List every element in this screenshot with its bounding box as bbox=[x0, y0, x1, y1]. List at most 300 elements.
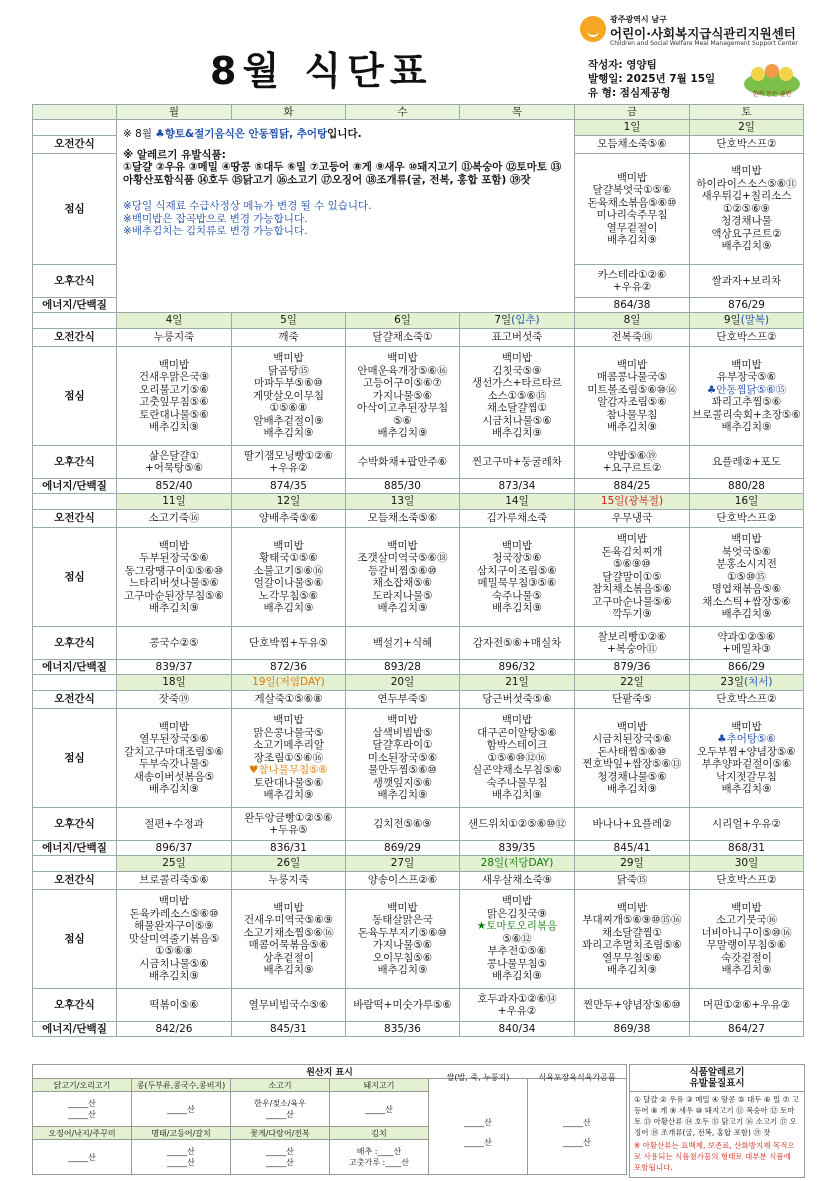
am-snack-cell: 달걀채소죽① bbox=[346, 329, 460, 347]
date-row bbox=[33, 675, 804, 691]
pm-snack-cell bbox=[460, 627, 575, 660]
date-row bbox=[33, 494, 804, 510]
label-energy: 에너지/단백질 bbox=[33, 841, 117, 856]
menu-item: 부추양파겉절이⑤⑥ bbox=[701, 758, 792, 770]
menu-item: 하이라이스소스⑤⑥⑪ bbox=[696, 177, 797, 190]
origin-header: 콩(두부류,콩국수,콩비지) bbox=[132, 1079, 231, 1092]
menu-item: 고구마순된장무침⑤⑥ bbox=[124, 589, 224, 602]
menu-item: 참나물무침 bbox=[606, 408, 658, 421]
date-cell bbox=[117, 856, 232, 872]
menu-item: 백미밥 bbox=[501, 539, 533, 552]
menu-item: 배추김치⑨ bbox=[263, 427, 314, 440]
menu-item: 안매운육개장⑤⑥⑯ bbox=[357, 364, 448, 377]
menu-item: 열무겉절이 bbox=[606, 221, 658, 234]
date-text: 11일 bbox=[162, 495, 186, 508]
date-text: 21일 bbox=[505, 676, 529, 689]
menu-item: 청경채나물⑤⑥ bbox=[597, 770, 667, 783]
date-text: 4일 bbox=[165, 314, 183, 327]
menu-item: 고춧잎무침⑤⑥ bbox=[139, 396, 209, 408]
date-cell bbox=[232, 313, 346, 329]
menu-item: 도라지나물⑤ bbox=[372, 589, 433, 602]
menu-item: 느타리버섯나물⑤⑥ bbox=[129, 577, 219, 589]
menu-item: 백미밥 bbox=[501, 714, 533, 727]
menu-item: 숙주나물⑤ bbox=[492, 589, 542, 602]
pm-snack-cell bbox=[232, 446, 346, 479]
pm-snack-cell bbox=[346, 446, 460, 479]
menu-item: 배추김치⑨ bbox=[607, 783, 657, 795]
menu-item: 알감자조림⑤⑥ bbox=[597, 396, 667, 408]
lunch-cell bbox=[690, 154, 804, 265]
menu-item: 바람떡+미숫가루⑤⑥ bbox=[353, 998, 452, 1011]
menu-item: 알배추겉절이⑨ bbox=[253, 414, 324, 427]
date-text: 29일 bbox=[620, 857, 644, 870]
menu-item: 황태국①⑤⑥ bbox=[259, 552, 318, 564]
menu-item: 동그랑땡구이①⑤⑥⑩ bbox=[124, 564, 224, 577]
lunch-cell bbox=[232, 347, 346, 446]
am-snack-cell: 연두부죽⑤ bbox=[346, 691, 460, 709]
lunch-cell bbox=[346, 347, 460, 446]
energy-cell: 869/38 bbox=[575, 1022, 690, 1037]
notice-local-food: ♣향토&절기음식은 안동찜닭, 추어탕 bbox=[155, 128, 328, 140]
am-snack-cell: 소고기죽⑯ bbox=[117, 510, 232, 528]
pm-snack-cell bbox=[117, 989, 232, 1022]
lunch-cell bbox=[117, 528, 232, 627]
lunch-cell bbox=[460, 347, 575, 446]
lunch-cell bbox=[117, 709, 232, 808]
menu-item: 두부된장국⑤⑥ bbox=[139, 552, 209, 564]
weekday-mon: 월 bbox=[117, 105, 232, 120]
pm-snack-cell bbox=[575, 808, 690, 841]
am-snack-cell: 단호박스프② bbox=[690, 329, 804, 347]
origin-san: 산 bbox=[88, 1099, 96, 1108]
menu-item: 감자전⑤⑥+매실차 bbox=[472, 636, 562, 649]
am-snack-cell: 브로콜리죽⑤⑥ bbox=[117, 872, 232, 890]
menu-item: 게맛살오이무침 bbox=[252, 389, 324, 402]
origin-value[interactable]: 배추 :____산 고춧가루 :____산 bbox=[330, 1140, 429, 1175]
am-snack-cell: 단호박스프② bbox=[690, 872, 804, 890]
menu-item: 찐호박잎+쌈장⑤⑥⑬ bbox=[582, 758, 682, 770]
lunch-cell bbox=[346, 709, 460, 808]
menu-item: 청경채나물 bbox=[721, 215, 772, 228]
menu-item: ★토마토오리볶음 bbox=[476, 920, 558, 933]
date-cell bbox=[575, 494, 690, 510]
menu-item: 바나나+요플레② bbox=[592, 817, 672, 830]
date-row bbox=[33, 856, 804, 872]
pm-snack-cell bbox=[117, 627, 232, 660]
energy-cell: 845/41 bbox=[575, 841, 690, 856]
menu-item: ♥참나물무침⑤⑥ bbox=[249, 764, 328, 777]
lunch-cell bbox=[690, 347, 804, 446]
org-english-name: Children and Social Welfare Meal Management Support Center bbox=[610, 40, 798, 47]
pm-snack-row bbox=[33, 989, 804, 1022]
menu-item: 삶은달걀① bbox=[149, 449, 199, 462]
origin-table bbox=[32, 1064, 627, 1175]
am-snack-cell: 전복죽⑱ bbox=[575, 329, 690, 347]
origin-san: 산 bbox=[88, 1110, 96, 1119]
origin-san: 산 bbox=[393, 1147, 402, 1156]
menu-item: 함박스테이크 bbox=[486, 739, 548, 752]
label-energy: 에너지/단백질 bbox=[33, 298, 117, 313]
origin-header: 오징어/낙지/주꾸미 bbox=[33, 1127, 132, 1140]
menu-item: 백미밥 bbox=[616, 901, 648, 914]
energy-cell: 852/40 bbox=[117, 479, 232, 494]
mascot-icon bbox=[742, 58, 802, 100]
date-text: 12일 bbox=[276, 495, 301, 508]
origin-san: 산 bbox=[187, 1147, 195, 1156]
weekday-header-blank bbox=[33, 105, 117, 120]
page-title: 8월 식단표 bbox=[210, 49, 433, 93]
menu-item: 배추김치⑨ bbox=[492, 970, 542, 983]
menu-item: 꽈리고추멸치조림⑤⑥ bbox=[582, 939, 682, 951]
menu-item: 고등어구이⑤⑥⑦ bbox=[363, 377, 442, 390]
menu-item: ①⑤⑥⑩⑫⑯ bbox=[487, 751, 547, 764]
menu-item: 장조림①⑤⑥⑯ bbox=[253, 751, 324, 764]
label-am-snack: 오전간식 bbox=[33, 872, 117, 890]
energy-cell: 873/34 bbox=[460, 479, 575, 494]
menu-item: 미나리숙주무침 bbox=[596, 209, 668, 221]
menu-item: 참치채소볶음⑤⑥ bbox=[592, 583, 672, 596]
lunch-cell bbox=[232, 709, 346, 808]
menu-item: 배추김치⑨ bbox=[263, 602, 314, 614]
menu-item: 노각무침⑤⑥ bbox=[258, 589, 319, 602]
menu-item: 백미밥 bbox=[273, 352, 304, 365]
origin-value[interactable]: _____산 bbox=[33, 1140, 132, 1175]
lunch-cell bbox=[575, 528, 690, 627]
menu-item: 열무무침⑤⑥ bbox=[602, 951, 662, 964]
menu-item: 배추김치⑨ bbox=[721, 240, 772, 253]
origin-title: 원산지 표시 bbox=[33, 1065, 627, 1079]
am-snack-cell: 우무냉국 bbox=[575, 510, 690, 528]
date-text: 8일 bbox=[623, 314, 641, 327]
am-snack-cell: 단팥죽⑤ bbox=[575, 691, 690, 709]
menu-item: 달걀말이①⑤ bbox=[602, 570, 662, 583]
date-row-blank bbox=[33, 675, 117, 691]
menu-item: 생깻잎지⑤⑥ bbox=[372, 776, 433, 789]
lunch-cell bbox=[460, 709, 575, 808]
menu-item: 백미밥 bbox=[273, 714, 304, 727]
origin-value[interactable]: _____산 _____산 bbox=[33, 1092, 132, 1127]
menu-item: 배추김치⑨ bbox=[721, 964, 772, 976]
date-cell bbox=[232, 494, 346, 510]
pm-snack-cell bbox=[690, 627, 804, 660]
menu-item: 소고기채소찜⑤⑥⑯ bbox=[243, 926, 334, 939]
notice-line1-a: ※ 8월 bbox=[123, 128, 156, 140]
meta-author: 작성자: 영양팀 bbox=[588, 59, 657, 71]
origin-value[interactable]: _____산 bbox=[132, 1092, 231, 1127]
menu-item: 시금치나물⑤⑥ bbox=[482, 414, 552, 427]
menu-item: 배추김치⑨ bbox=[607, 234, 657, 246]
menu-item: +요구르트② bbox=[602, 462, 662, 474]
origin-header: 닭고기/오리고기 bbox=[33, 1079, 132, 1092]
menu-item: 배추김치⑨ bbox=[263, 789, 314, 802]
weekday-header-row bbox=[33, 105, 804, 120]
date-text: 23일 bbox=[720, 676, 745, 689]
am-snack-row bbox=[33, 691, 804, 709]
date-cell bbox=[346, 675, 460, 691]
origin-san: 산 bbox=[187, 1104, 195, 1114]
menu-item: 백미밥 bbox=[731, 901, 762, 914]
menu-item: 약과①②⑤⑥ bbox=[717, 630, 776, 643]
am-snack-cell: 깨죽 bbox=[232, 329, 346, 347]
label-am-snack: 오전간식 bbox=[33, 329, 117, 347]
energy-cell: 872/36 bbox=[232, 660, 346, 675]
smile-logo-icon bbox=[580, 16, 606, 42]
menu-item: 김칫국⑤⑨ bbox=[492, 364, 542, 377]
date-row bbox=[33, 313, 804, 329]
energy-cell: 896/32 bbox=[460, 660, 575, 675]
menu-item: ⑤⑥⑫ bbox=[502, 932, 532, 945]
menu-item: +우유② bbox=[269, 462, 308, 474]
weekday-tue: 화 bbox=[232, 105, 346, 120]
date-text: 15일(광복절) bbox=[600, 495, 664, 508]
menu-item: 무말랭이무침⑤⑥ bbox=[706, 939, 787, 951]
menu-item: 찰보리빵①②⑥ bbox=[597, 630, 667, 643]
label-energy: 에너지/단백질 bbox=[33, 1022, 117, 1037]
date-text: 19일(저염DAY) bbox=[252, 676, 325, 689]
menu-item: 요플레②+포도 bbox=[712, 455, 781, 468]
label-lunch: 점심 bbox=[33, 528, 117, 627]
origin-value[interactable]: _____산 _____산 bbox=[132, 1140, 231, 1175]
menu-item: 동태살맑은국 bbox=[372, 914, 433, 926]
menu-item: 떡볶이⑤⑥ bbox=[149, 998, 199, 1011]
menu-item: 삼색비빔밥⑤ bbox=[372, 726, 433, 739]
weekday-fri: 금 bbox=[575, 105, 690, 120]
energy-cell: 874/35 bbox=[232, 479, 346, 494]
am-snack-cell: 단호박스프② bbox=[690, 691, 804, 709]
pm-snack-cell bbox=[690, 989, 804, 1022]
am-snack-cell: 김가루채소죽 bbox=[460, 510, 575, 528]
origin-san: 산 bbox=[286, 1158, 294, 1167]
date-row-blank bbox=[33, 313, 117, 329]
am-snack-cell: 게살죽①⑤⑥⑧ bbox=[232, 691, 346, 709]
date-text: 30일 bbox=[734, 857, 759, 870]
pm-snack-row bbox=[33, 446, 804, 479]
menu-item: 백미밥 bbox=[501, 895, 533, 908]
menu-item: 꽈리고추찜⑤⑥ bbox=[711, 396, 782, 408]
am-snack-row bbox=[33, 329, 804, 347]
pm-snack-cell bbox=[460, 446, 575, 479]
menu-item: 돈육카레소스⑤⑥⑩ bbox=[129, 907, 219, 920]
origin-header: 소고기 bbox=[231, 1079, 330, 1092]
menu-item: 토란대나물⑤⑥ bbox=[253, 776, 324, 789]
date-cell bbox=[690, 313, 804, 329]
menu-item: 액상요구르트② bbox=[711, 227, 782, 240]
allergy-note: ※ 아황산류는 표백제, 보존료, 산화방지제 목적으로 사용되는 식품첨가물의 형태로 대부분 식품에 포함됩니다. bbox=[634, 1141, 795, 1172]
pm-snack-cell bbox=[232, 989, 346, 1022]
menu-item: 배추김치⑨ bbox=[607, 964, 657, 976]
label-energy: 에너지/단백질 bbox=[33, 660, 117, 675]
pm-snack-cell bbox=[690, 446, 804, 479]
date-cell bbox=[346, 313, 460, 329]
menu-item: 채소달걀찜① bbox=[601, 926, 663, 939]
notice-allergy-list: ①달걀 ②우유 ③메밀 ④땅콩 ⑤대두 ⑥밀 ⑦고등어 ⑧게 ⑨새우 ⑩돼지고기 ⑪복숭아 ⑫토마토 ⑬아황산포함식품 ⑭호두 ⑮닭고기 ⑯소고기 ⑰오징어 ⑱조개류(굴, 전복, 홍합 포함) ⑲잣 bbox=[123, 161, 562, 186]
lunch-cell bbox=[575, 154, 690, 265]
pm-snack-cell bbox=[575, 265, 690, 298]
pm-snack-cell bbox=[117, 808, 232, 841]
date-cell bbox=[346, 856, 460, 872]
menu-item: 시리얼+우유② bbox=[712, 817, 781, 830]
origin-san: 산 bbox=[484, 1117, 492, 1127]
date-text: 25일 bbox=[162, 857, 186, 870]
origin-processed-cell: 식육포장육식육가공품 _____산 _____산 bbox=[528, 1079, 627, 1175]
menu-item: 백미밥 bbox=[387, 352, 418, 365]
date-text: 22일 bbox=[620, 676, 644, 689]
menu-item: 달걀북엇국①⑤⑥ bbox=[592, 184, 672, 196]
menu-item: 새우튀김+칠리소스 bbox=[701, 190, 792, 203]
menu-item: 북엇국⑤⑥ bbox=[721, 545, 772, 558]
date-cell bbox=[575, 313, 690, 329]
menu-item: 채소잡채⑤⑥ bbox=[372, 577, 433, 589]
notice-note3: ※배추김치는 김치류로 변경 가능합니다. bbox=[123, 225, 308, 237]
weekday-wed: 수 bbox=[346, 105, 460, 120]
am-snack-row bbox=[33, 872, 804, 890]
energy-cell: 884/25 bbox=[575, 479, 690, 494]
energy-row bbox=[33, 479, 804, 494]
menu-item: 소불고기⑤⑥⑯ bbox=[253, 564, 324, 577]
menu-item: 깍두기⑨ bbox=[612, 608, 652, 621]
lunch-cell bbox=[690, 528, 804, 627]
menu-item: 샌드위치①②⑤⑥⑩⑫ bbox=[467, 817, 567, 830]
energy-cell: 893/28 bbox=[346, 660, 460, 675]
notice-allergy-title: ※ 알레르기 유발식품: bbox=[123, 148, 226, 161]
menu-item: 열무비빔국수⑤⑥ bbox=[248, 998, 329, 1011]
menu-item: 배추김치⑨ bbox=[149, 602, 199, 614]
energy-cell: 839/35 bbox=[460, 841, 575, 856]
pm-snack-cell bbox=[575, 989, 690, 1022]
origin-san: 산 bbox=[484, 1137, 492, 1147]
date-cell bbox=[460, 313, 575, 329]
menu-item: 머핀①②⑥+우유② bbox=[702, 998, 791, 1011]
meta-type: 유 형: 점심제공형 bbox=[588, 87, 671, 99]
date-cell bbox=[575, 856, 690, 872]
pm-snack-cell bbox=[232, 627, 346, 660]
menu-item: 부대찌개⑤⑥⑨⑩⑮⑯ bbox=[582, 914, 682, 926]
menu-item: 부추전①⑤⑥ bbox=[487, 945, 547, 958]
origin-san: 산 bbox=[583, 1117, 591, 1127]
menu-item: 배추김치⑨ bbox=[377, 964, 428, 976]
energy-cell: 836/31 bbox=[232, 841, 346, 856]
menu-item: 너비아니구이⑤⑩⑯ bbox=[701, 926, 792, 939]
menu-table bbox=[32, 104, 804, 1037]
menu-item: ①⑤⑥⑧ bbox=[155, 945, 193, 958]
label-am-snack: 오전간식 bbox=[33, 510, 117, 528]
weekday-sat: 토 bbox=[690, 105, 804, 120]
lunch-cell bbox=[575, 709, 690, 808]
menu-item: 미소된장국⑤⑥ bbox=[367, 751, 438, 764]
menu-item: 유부장국⑤⑥ bbox=[716, 371, 777, 383]
menu-item: 상추겉절이 bbox=[263, 951, 314, 964]
notice-line1-c: 입니다. bbox=[327, 128, 362, 140]
energy-cell: 880/28 bbox=[690, 479, 804, 494]
origin-san: 산 bbox=[88, 1152, 96, 1162]
energy-cell: 869/29 bbox=[346, 841, 460, 856]
origin-kimchi-cabbage: 배추 : bbox=[356, 1147, 378, 1156]
menu-item: 미트볼조림⑤⑥⑩⑯ bbox=[587, 383, 677, 396]
notice-note2: ※백미밥은 잡곡밥으로 변경 가능합니다. bbox=[123, 212, 308, 225]
pm-snack-cell bbox=[232, 808, 346, 841]
menu-item: 찐고구마+둥굴레차 bbox=[472, 455, 562, 468]
origin-header: 돼지고기 bbox=[330, 1079, 429, 1092]
pm-snack-cell bbox=[346, 627, 460, 660]
menu-item: 단호박찜+두유⑤ bbox=[248, 636, 329, 649]
menu-item: 맑은김칫국⑨ bbox=[486, 907, 548, 920]
lunch-cell bbox=[232, 890, 346, 989]
origin-san: 산 bbox=[385, 1104, 393, 1114]
mascot-text: 한끼 든든 클린 bbox=[752, 91, 792, 98]
menu-item: 대구곤이알탕⑤⑥ bbox=[477, 726, 557, 739]
origin-header: 식육포장육식육가공품 bbox=[538, 1072, 616, 1082]
menu-item: 마파두부⑤⑥⑩ bbox=[254, 377, 323, 390]
date-text: 28일(저당DAY) bbox=[480, 857, 554, 870]
am-snack-cell: 양배추죽⑤⑥ bbox=[232, 510, 346, 528]
notice-box bbox=[117, 120, 575, 313]
date-cell bbox=[690, 856, 804, 872]
menu-item: 배추김치⑨ bbox=[377, 602, 428, 614]
pm-snack-cell bbox=[117, 446, 232, 479]
date-cell bbox=[460, 494, 575, 510]
label-am-snack: 오전간식 bbox=[33, 691, 117, 709]
menu-item: 등갈비찜⑤⑥⑩ bbox=[368, 564, 437, 577]
lunch-cell bbox=[346, 890, 460, 989]
menu-item: 배추김치⑨ bbox=[149, 970, 199, 983]
menu-item: 갈치고구마대조림⑤⑥ bbox=[124, 745, 224, 758]
am-snack-cell: 모듬채소죽⑤⑥ bbox=[575, 136, 690, 154]
date-cell bbox=[460, 675, 575, 691]
energy-row bbox=[33, 660, 804, 675]
menu-item: 돈육두부지기⑤⑥⑩ bbox=[357, 926, 448, 939]
lunch-row bbox=[33, 528, 804, 627]
menu-item: 백미밥 bbox=[158, 358, 190, 371]
origin-header: 명태/고등어/갈치 bbox=[132, 1127, 231, 1140]
menu-item: 달걀후라이① bbox=[372, 739, 433, 752]
menu-item: +어묵탕⑤⑥ bbox=[144, 462, 204, 474]
energy-cell: 896/37 bbox=[117, 841, 232, 856]
menu-item: 김치전⑤⑥⑨ bbox=[373, 817, 432, 830]
date-event: (말복) bbox=[740, 314, 770, 327]
energy-cell: 840/34 bbox=[460, 1022, 575, 1037]
energy-cell: 876/29 bbox=[690, 298, 804, 313]
menu-item: 메밀묵무침③⑤⑥ bbox=[477, 577, 557, 589]
weekday-thu: 목 bbox=[460, 105, 575, 120]
menu-item: 숙갓겉절이 bbox=[721, 951, 772, 964]
pm-snack-cell bbox=[575, 446, 690, 479]
origin-header: 꽃게/다랑어/전복 bbox=[231, 1127, 330, 1140]
date-text: 13일 bbox=[390, 495, 415, 508]
label-pm-snack: 오후간식 bbox=[33, 627, 117, 660]
origin-value[interactable]: 한우/젖소/육우 _____산 bbox=[231, 1092, 330, 1127]
menu-item: 배추김치⑨ bbox=[721, 608, 772, 621]
origin-value[interactable]: _____산 _____산 bbox=[231, 1140, 330, 1175]
date-cell: 2일 bbox=[690, 120, 804, 136]
origin-value[interactable]: _____산 bbox=[330, 1092, 429, 1127]
menu-item: +우유② bbox=[612, 281, 652, 293]
menu-item: ⑤⑥⑨⑩ bbox=[613, 558, 651, 571]
label-pm-snack: 오후간식 bbox=[33, 446, 117, 479]
menu-item: 배추김치⑨ bbox=[721, 783, 772, 795]
menu-item: 약밥⑤⑥⑲ bbox=[607, 449, 657, 462]
date-cell bbox=[117, 675, 232, 691]
menu-item: 돈사태찜⑤⑥⑩ bbox=[597, 745, 667, 758]
pm-snack-cell bbox=[346, 808, 460, 841]
energy-cell: 842/26 bbox=[117, 1022, 232, 1037]
menu-item: 백미밥 bbox=[273, 901, 304, 914]
date-text: 18일 bbox=[162, 676, 186, 689]
date-event: (입추) bbox=[511, 314, 540, 327]
am-snack-cell: 새우살채소죽⑨ bbox=[460, 872, 575, 890]
label-lunch: 점심 bbox=[33, 890, 117, 989]
menu-item: 오리불고기⑤⑥ bbox=[139, 383, 209, 396]
menu-item: 백미밥 bbox=[158, 539, 190, 552]
